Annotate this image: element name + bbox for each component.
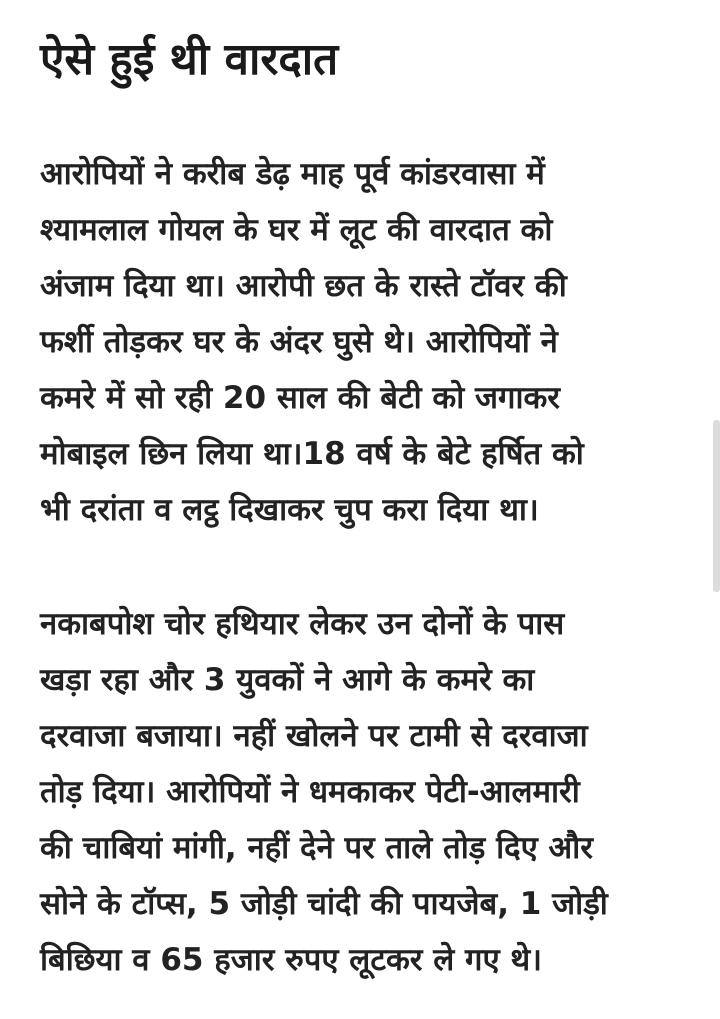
paragraph-line: खड़ा रहा और 3 युवकों ने आगे के कमरे का — [40, 662, 535, 698]
paragraph-line: दरवाजा बजाया। नहीं खोलने पर टामी से दरवाजा — [40, 718, 588, 754]
paragraph-line: सोने के टॉप्स, 5 जोड़ी चांदी की पायजेब, 1 जोड़ी — [40, 886, 608, 922]
article-paragraph-1 — [40, 146, 680, 538]
article-headline: ऐसे हुई थी वारदात — [40, 34, 339, 85]
paragraph-line: आरोपियों ने करीब डेढ़ माह पूर्व कांडरवासा में — [40, 156, 545, 192]
paragraph-line: श्यामलाल गोयल के घर में लूट की वारदात को — [40, 212, 553, 248]
paragraph-line: बिछिया व 65 हजार रुपए लूटकर ले गए थे। — [40, 942, 542, 978]
paragraph-line: नकाबपोश चोर हथियार लेकर उन दोनों के पास — [40, 606, 565, 642]
paragraph-line: भी दरांता व लट्ठ दिखाकर चुप करा दिया था। — [40, 492, 539, 528]
paragraph-line: फर्शी तोड़कर घर के अंदर घुसे थे। आरोपियों ने — [40, 324, 558, 360]
paragraph-line: मोबाइल छिन लिया था।18 वर्ष के बेटे हर्षित को — [40, 436, 584, 472]
paragraph-line: कमरे में सो रही 20 साल की बेटी को जगाकर — [40, 380, 560, 416]
article-paragraph-2 — [40, 596, 680, 988]
paragraph-line: की चाबियां मांगी, नहीं देने पर ताले तोड़ दिए और — [40, 830, 593, 866]
vertical-scrollbar[interactable] — [713, 420, 720, 592]
paragraph-line: अंजाम दिया था। आरोपी छत के रास्ते टॉवर की — [40, 268, 567, 304]
paragraph-line: तोड़ दिया। आरोपियों ने धमकाकर पेटी-आलमारी — [40, 774, 580, 810]
